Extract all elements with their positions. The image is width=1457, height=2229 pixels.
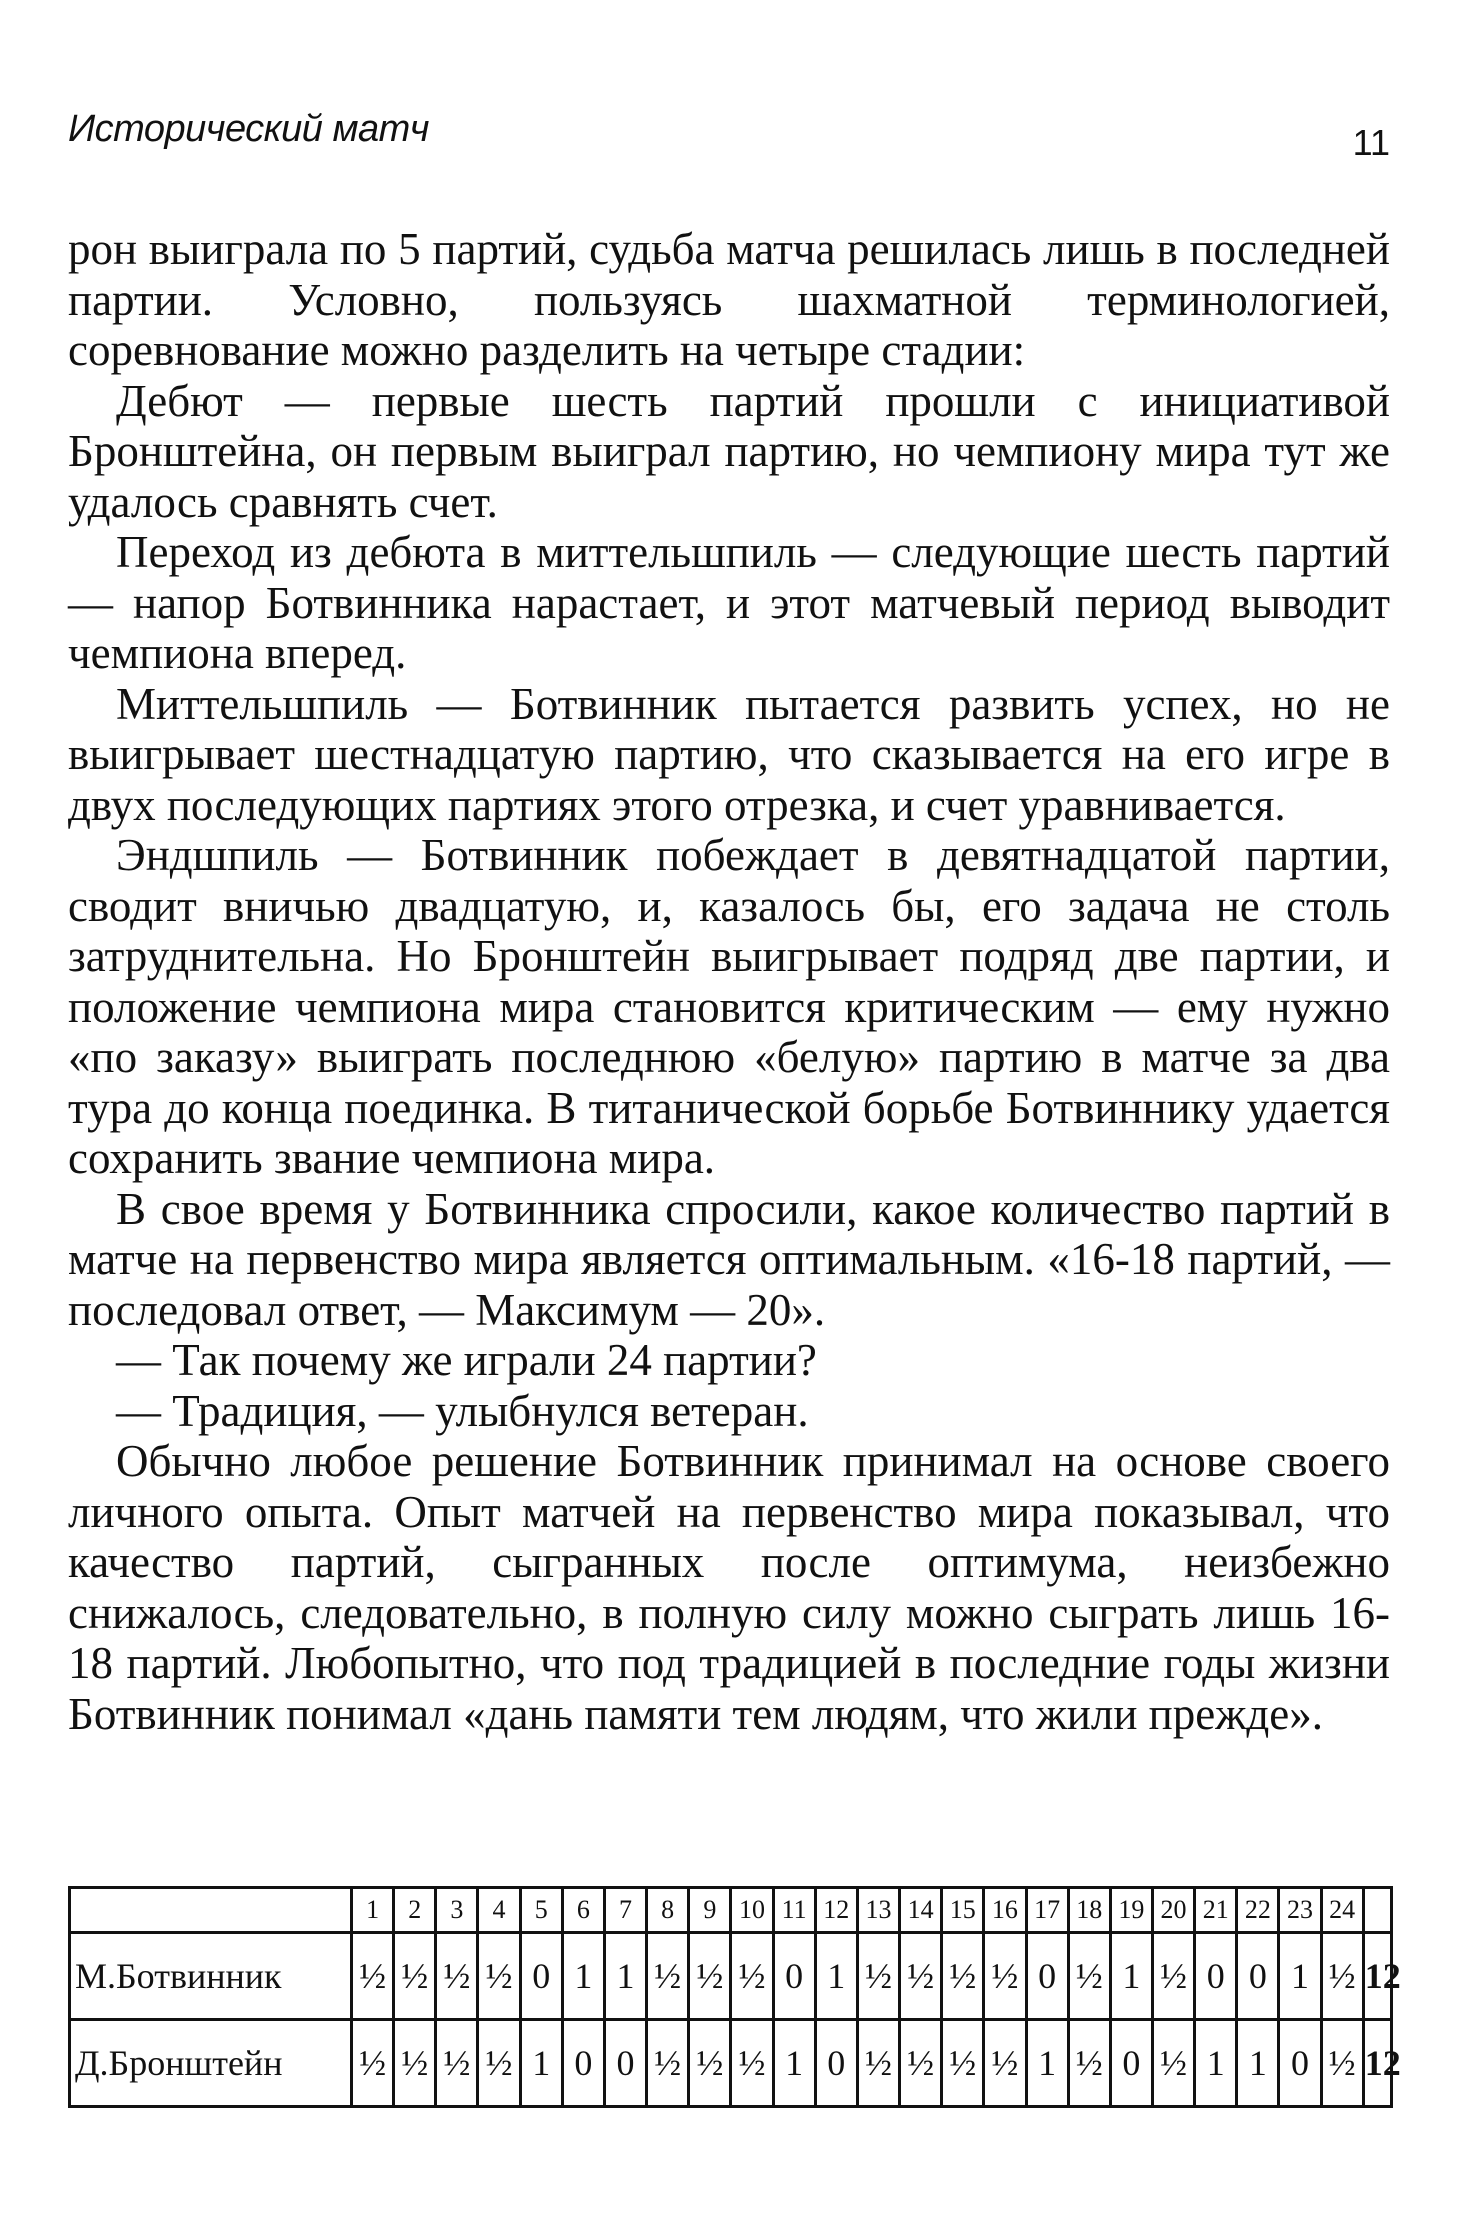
game-result: ½: [394, 2020, 436, 2107]
game-number: 22: [1237, 1888, 1279, 1933]
game-result: 1: [1026, 2020, 1068, 2107]
table-row: [70, 2020, 1392, 2107]
game-result: ½: [1152, 1933, 1194, 2020]
game-number: 15: [942, 1888, 984, 1933]
game-result: ½: [436, 1933, 478, 2020]
running-title: Исторический матч: [68, 108, 429, 150]
game-result: 1: [604, 1933, 646, 2020]
game-number: 9: [689, 1888, 731, 1933]
game-number: 17: [1026, 1888, 1068, 1933]
game-number: 5: [520, 1888, 562, 1933]
game-result: 0: [1026, 1933, 1068, 2020]
game-result: ½: [857, 1933, 899, 2020]
paragraph: Дебют — первые шесть партий прошли с инициативой Бронштейна, он первым выиграл партию, но чемпиону мира тут же удалось сравнять счет.: [68, 375, 1390, 527]
game-result: 0: [520, 1933, 562, 2020]
game-result: 0: [1279, 2020, 1321, 2107]
game-number: 16: [984, 1888, 1026, 1933]
player-name: М.Ботвинник: [70, 1933, 352, 2020]
game-number: 10: [731, 1888, 773, 1933]
game-number: 6: [562, 1888, 604, 1933]
paragraph: — Так почему же играли 24 партии?: [116, 1335, 817, 1385]
match-score-table: [68, 1886, 1401, 2108]
game-result: 1: [1237, 2020, 1279, 2107]
game-number: 18: [1068, 1888, 1110, 1933]
game-result: ½: [984, 1933, 1026, 2020]
game-result: 0: [604, 2020, 646, 2107]
game-result: 1: [1279, 1933, 1321, 2020]
paragraph: Миттельшпиль — Ботвинник пытается развить успех, но не выигрывает шестнадцатую партию, что сказывается на его игре в двух последующих партиях этого отрезка, и счет уравнивается.: [68, 678, 1390, 830]
game-result: 1: [1195, 2020, 1237, 2107]
header-blank-cell: [70, 1888, 352, 1933]
game-number: 12: [815, 1888, 857, 1933]
game-result: ½: [1152, 2020, 1194, 2107]
game-result: ½: [1321, 1933, 1363, 2020]
game-result: ½: [1321, 2020, 1363, 2107]
game-result: ½: [1068, 2020, 1110, 2107]
game-number: 19: [1110, 1888, 1152, 1933]
game-result: ½: [478, 2020, 520, 2107]
player-name: Д.Бронштейн: [70, 2020, 352, 2107]
game-result: 0: [773, 1933, 815, 2020]
game-number: 13: [857, 1888, 899, 1933]
game-result: ½: [731, 2020, 773, 2107]
game-number: 8: [647, 1888, 689, 1933]
game-result: 1: [562, 1933, 604, 2020]
game-number: 11: [773, 1888, 815, 1933]
game-result: 1: [1110, 1933, 1152, 2020]
game-number: 7: [604, 1888, 646, 1933]
game-number: 23: [1279, 1888, 1321, 1933]
game-result: 0: [815, 2020, 857, 2107]
game-result: ½: [942, 1933, 984, 2020]
game-result: ½: [689, 1933, 731, 2020]
paragraph: В свое время у Ботвинника спросили, какое количество партий в матче на первенство мира является оптимальным. «16-18 партий, — последовал ответ, — Максимум — 20».: [68, 1183, 1390, 1335]
game-number: 4: [478, 1888, 520, 1933]
body-text: [68, 224, 1390, 1739]
game-result: 0: [1237, 1933, 1279, 2020]
game-result: ½: [900, 2020, 942, 2107]
game-result: ½: [689, 2020, 731, 2107]
page-header: [68, 108, 1390, 168]
paragraph: Обычно любое решение Ботвинник принимал на основе своего личного опыта. Опыт матчей на первенство мира показывал, что качество партий, сыгранных после оптимума, неизбежно снижалось, следовательно, в полную силу можно сыграть лишь 16-18 партий. Любопытно, что под традицией в последние годы жизни Ботвинник понимал «дань памяти тем людям, что жили прежде».: [68, 1436, 1390, 1739]
game-result: ½: [647, 2020, 689, 2107]
header-total-cell: [1363, 1888, 1391, 1933]
game-result: 0: [1195, 1933, 1237, 2020]
game-result: 0: [562, 2020, 604, 2107]
game-result: ½: [647, 1933, 689, 2020]
game-result: 1: [520, 2020, 562, 2107]
game-result: ½: [352, 2020, 394, 2107]
player-total: 12: [1363, 1933, 1391, 2020]
paragraph: рон выиграла по 5 партий, судьба матча решилась лишь в последней партии. Условно, пользуясь шахматной терминологией, соревнование можно разделить на четыре стадии:: [68, 224, 1390, 375]
game-result: ½: [436, 2020, 478, 2107]
game-number: 24: [1321, 1888, 1363, 1933]
game-number: 14: [900, 1888, 942, 1933]
game-result: ½: [394, 1933, 436, 2020]
game-number: 2: [394, 1888, 436, 1933]
game-result: ½: [984, 2020, 1026, 2107]
page-number: 11: [1352, 122, 1390, 163]
game-result: ½: [478, 1933, 520, 2020]
game-result: 1: [815, 1933, 857, 2020]
paragraph: Эндшпиль — Ботвинник побеждает в девятнадцатой партии, сводит вничью двадцатую, и, казалось бы, его задача не столь затруднительна. Но Бронштейн выигрывает подряд две партии, и положение чемпиона мира становится критическим — ему нужно «по заказу» выиграть последнюю «белую» партию в матче за два тура до конца поединка. В титанической борьбе Ботвиннику удается сохранить звание чемпиона мира.: [68, 830, 1390, 1183]
game-result: ½: [352, 1933, 394, 2020]
player-total: 12: [1363, 2020, 1391, 2107]
table-row: [70, 1933, 1392, 2020]
paragraph: — Традиция, — улыбнулся ветеран.: [116, 1385, 809, 1436]
game-result: ½: [731, 1933, 773, 2020]
game-result: 1: [773, 2020, 815, 2107]
game-number: 20: [1152, 1888, 1194, 1933]
game-number: 3: [436, 1888, 478, 1933]
game-result: 0: [1110, 2020, 1152, 2107]
game-result: ½: [942, 2020, 984, 2107]
game-result: ½: [900, 1933, 942, 2020]
paragraph: Переход из дебюта в миттельшпиль — следующие шесть партий — напор Ботвинника нарастает, и этот матчевый период выводит чемпиона вперед.: [68, 527, 1390, 678]
game-result: ½: [1068, 1933, 1110, 2020]
game-number: 21: [1195, 1888, 1237, 1933]
game-number: 1: [352, 1888, 394, 1933]
table-header-row: [70, 1888, 1392, 1933]
game-result: ½: [857, 2020, 899, 2107]
